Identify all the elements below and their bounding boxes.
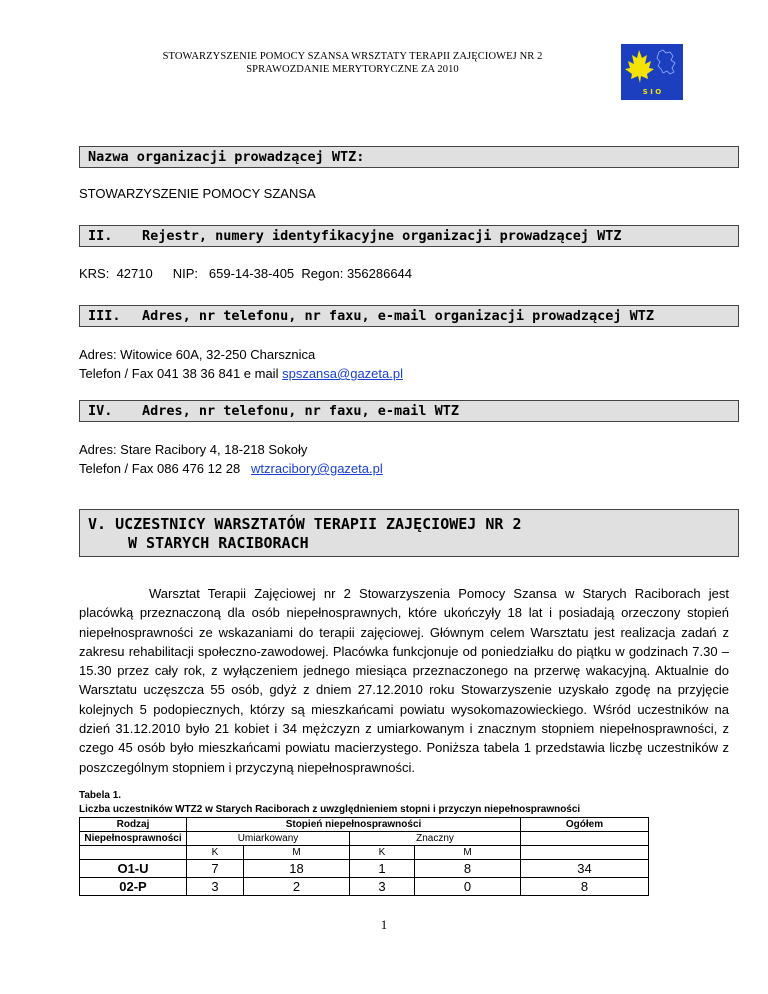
- krs-label: KRS:: [79, 266, 110, 281]
- org-phone: Telefon / Fax 041 38 36 841 e mail: [79, 366, 279, 381]
- participants-table: [79, 817, 649, 896]
- cell-znaczny-k: 3: [350, 878, 415, 896]
- section-number: II.: [88, 228, 113, 244]
- header-line-2: SPRAWOZDANIE MERYTORYCZNE ZA 2010: [246, 64, 459, 75]
- section-title: Rejestr, numery identyfikacyjne organizacji prowadzącej WTZ: [142, 228, 622, 244]
- header-m-znaczny: M: [415, 846, 521, 860]
- cell-total: 34: [521, 860, 649, 878]
- table-row: [80, 878, 649, 896]
- section-title-line-2: W STARYCH RACIBORACH: [128, 534, 309, 552]
- wtz-email-link[interactable]: wtzracibory@gazeta.pl: [251, 461, 383, 476]
- section-title-line-1: V. UCZESTNICY WARSZTATÓW TERAPII ZAJĘCIOWEJ NR 2: [88, 515, 522, 533]
- header-umiarkowany: Umiarkowany: [187, 832, 350, 846]
- row-label: O1-U: [80, 860, 187, 878]
- section-title: Adres, nr telefonu, nr faxu, e-mail organizacji prowadzącej WTZ: [142, 308, 655, 324]
- header-niepelnosprawnosci: Niepełnosprawności: [80, 832, 187, 846]
- wtz-phone: Telefon / Fax 086 476 12 28: [79, 461, 241, 476]
- section-title: Nazwa organizacji prowadzącej WTZ:: [88, 149, 365, 165]
- cell-umiarkowany-m: 2: [244, 878, 350, 896]
- organization-logo: [621, 44, 683, 100]
- org-address: Adres: Witowice 60A, 32-250 Charsznica: [79, 347, 316, 362]
- header-k-znaczny: K: [350, 846, 415, 860]
- section-org-address-heading: [79, 305, 739, 327]
- table-caption-number: Tabela 1.: [79, 790, 122, 801]
- cell-znaczny-m: 8: [415, 860, 521, 878]
- cell-umiarkowany-m: 18: [244, 860, 350, 878]
- cell-umiarkowany-k: 3: [187, 878, 244, 896]
- wtz-address: Adres: Stare Racibory 4, 18-218 Sokoły: [79, 442, 308, 457]
- section-number: III.: [88, 308, 121, 324]
- table-caption-title: Liczba uczestników WTZ2 w Starych Raciborach z uwzględnieniem stopni i przyczyn niepełnosprawności: [79, 804, 581, 815]
- header-znaczny: Znaczny: [350, 832, 521, 846]
- section-registry-heading: [79, 225, 739, 247]
- nip-value: 659-14-38-405: [208, 266, 295, 281]
- section-title: Adres, nr telefonu, nr faxu, e-mail WTZ: [142, 403, 459, 419]
- header-ogolem: Ogółem: [521, 818, 649, 832]
- page-number: 1: [380, 917, 388, 932]
- nip-label: NIP:: [172, 266, 199, 281]
- org-contact-block: [79, 345, 403, 383]
- section-number: IV.: [88, 403, 113, 419]
- wtz-contact-block: [79, 440, 383, 478]
- cell-znaczny-k: 1: [350, 860, 415, 878]
- section-wtz-address-heading: [79, 400, 739, 422]
- svg-text:S I O: S I O: [642, 88, 662, 96]
- page-header: [95, 50, 610, 76]
- org-email-link[interactable]: spszansa@gazeta.pl: [282, 366, 403, 381]
- header-rodzaj: Rodzaj: [80, 818, 187, 832]
- org-phone-line: [79, 364, 403, 383]
- header-stopien: Stopień niepełnosprawności: [187, 818, 521, 832]
- cell-znaczny-m: 0: [415, 878, 521, 896]
- cell-umiarkowany-k: 7: [187, 860, 244, 878]
- section-organization-name: [79, 146, 739, 168]
- participants-paragraph: Warsztat Terapii Zajęciowej nr 2 Stowarzyszenia Pomocy Szansa w Starych Raciborach jest placówką przeznaczoną dla osób niepełnosprawnych, które ukończyły 18 lat i posiadają orzeczony stopień niepełnosprawności ze wskazaniami do terapii zajęciowej. Głównym celem Warsztatu jest realizacja zadań z zakresu rehabilitacji społeczno-zawodowej. Placówka funkcjonuje od poniedziałku do piątku w godzinach 7.30 – 15.30 przez cały rok, z wyłączeniem jednego miesiąca przeznaczonego na przerwę wakacyjną. Aktualnie do Warsztatu uczęszcza 55 osób, gdyż z dniem 27.12.2010 roku Stowarzyszenie uzyskało zgodę na przyjęcie kolejnych 5 podopiecznych, którzy są mieszkańcami powiatu wysokomazowieckiego. Wśród uczestników na dzień 31.12.2010 było 21 kobiet i 34 mężczyzn z umiarkowanym i znacznym stopniem niepełnosprawności, z czego 45 osób było mieszkańcami powiatu macierzystego. Poniższa tabela 1 przedstawia liczbę uczestników z poszczególnym stopniem i przyczyną niepełnosprawności.: [79, 586, 729, 775]
- section-participants-heading: [79, 509, 739, 557]
- header-k-umiarkowany: K: [187, 846, 244, 860]
- krs-value: 42710: [116, 266, 153, 281]
- table-row: [80, 860, 649, 878]
- regon: Regon: 356286644: [301, 266, 413, 281]
- maple-leaf-icon: [621, 44, 683, 100]
- organization-name: STOWARZYSZENIE POMOCY SZANSA: [79, 186, 316, 201]
- header-m-umiarkowany: M: [244, 846, 350, 860]
- row-label: 02-P: [80, 878, 187, 896]
- wtz-phone-line: [79, 459, 383, 478]
- header-line-1: STOWARZYSZENIE POMOCY SZANSA WRSZTATY TERAPII ZAJĘCIOWEJ NR 2: [162, 51, 543, 62]
- cell-total: 8: [521, 878, 649, 896]
- registry-line: [79, 264, 412, 283]
